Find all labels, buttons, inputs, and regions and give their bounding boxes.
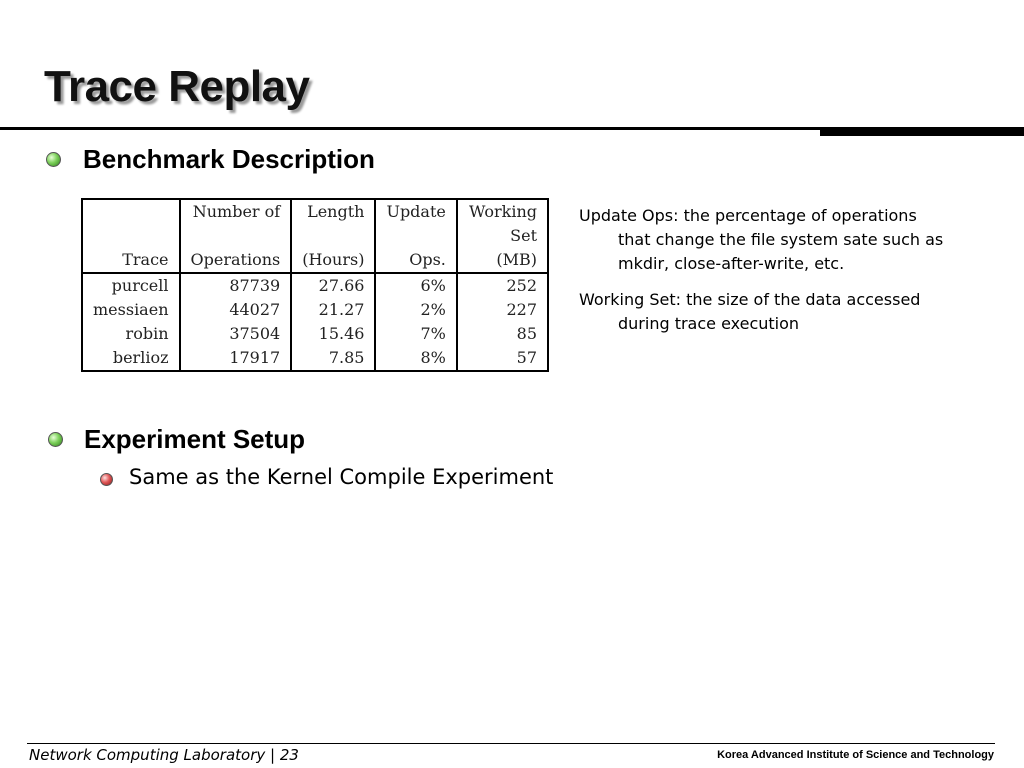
table-cell: 227 bbox=[457, 298, 548, 322]
table-cell: 15.46 bbox=[291, 322, 375, 346]
sub-bullet-kernel-compile: Same as the Kernel Compile Experiment bbox=[129, 465, 554, 489]
slide-title: Trace Replay bbox=[44, 62, 310, 111]
table-cell: 87739 bbox=[180, 273, 292, 298]
table-cell: 252 bbox=[457, 273, 548, 298]
table-cell: 21.27 bbox=[291, 298, 375, 322]
table-cell: purcell bbox=[82, 273, 180, 298]
table-cell: 2% bbox=[375, 298, 456, 322]
table-header-row-2 bbox=[82, 224, 548, 273]
table-cell: robin bbox=[82, 322, 180, 346]
table-row bbox=[82, 322, 548, 346]
trace-table bbox=[81, 198, 549, 372]
table-row bbox=[82, 298, 548, 322]
note-line: during trace execution bbox=[618, 314, 800, 333]
table-header: Length bbox=[291, 199, 375, 224]
table-cell: 44027 bbox=[180, 298, 292, 322]
table-cell: messiaen bbox=[82, 298, 180, 322]
table-header-row-1 bbox=[82, 199, 548, 224]
note-working-set bbox=[579, 288, 1009, 336]
table-header: (Hours) bbox=[291, 224, 375, 273]
table-cell: 85 bbox=[457, 322, 548, 346]
footer-rule bbox=[27, 743, 995, 744]
note-line: that change the file system sate such as bbox=[618, 230, 944, 249]
bullet-benchmark-description: Benchmark Description bbox=[83, 144, 375, 174]
table-header: Ops. bbox=[375, 224, 456, 273]
footer-lab-name: Network Computing Laboratory | 23 bbox=[29, 746, 299, 764]
table-row bbox=[82, 346, 548, 371]
table-cell: 17917 bbox=[180, 346, 292, 371]
table-header: Set (MB) bbox=[457, 224, 548, 273]
table-cell: 8% bbox=[375, 346, 456, 371]
note-line: Working Set: the size of the data accessed bbox=[579, 290, 921, 309]
table-cell: berlioz bbox=[82, 346, 180, 371]
table-header: Number of bbox=[180, 199, 292, 224]
green-bullet-icon bbox=[46, 152, 61, 167]
note-line: Update Ops: the percentage of operations bbox=[579, 206, 917, 225]
table-header: Operations bbox=[180, 224, 292, 273]
table-row bbox=[82, 273, 548, 298]
green-bullet-icon bbox=[48, 432, 63, 447]
bullet-experiment-setup: Experiment Setup bbox=[84, 424, 306, 454]
note-update-ops bbox=[579, 204, 1009, 276]
table-cell: 37504 bbox=[180, 322, 292, 346]
table-header bbox=[82, 199, 180, 224]
table-cell: 7% bbox=[375, 322, 456, 346]
table-header: Update bbox=[375, 199, 456, 224]
title-rule-accent bbox=[820, 127, 1024, 136]
table-header: Working bbox=[457, 199, 548, 224]
table-cell: 57 bbox=[457, 346, 548, 371]
table-cell: 27.66 bbox=[291, 273, 375, 298]
table-cell: 7.85 bbox=[291, 346, 375, 371]
red-bullet-icon bbox=[100, 473, 113, 486]
table-header: Trace bbox=[82, 224, 180, 273]
table-cell: 6% bbox=[375, 273, 456, 298]
footer-institution: Korea Advanced Institute of Science and Technology bbox=[717, 749, 994, 761]
note-line: mkdir, close-after-write, etc. bbox=[618, 254, 845, 273]
